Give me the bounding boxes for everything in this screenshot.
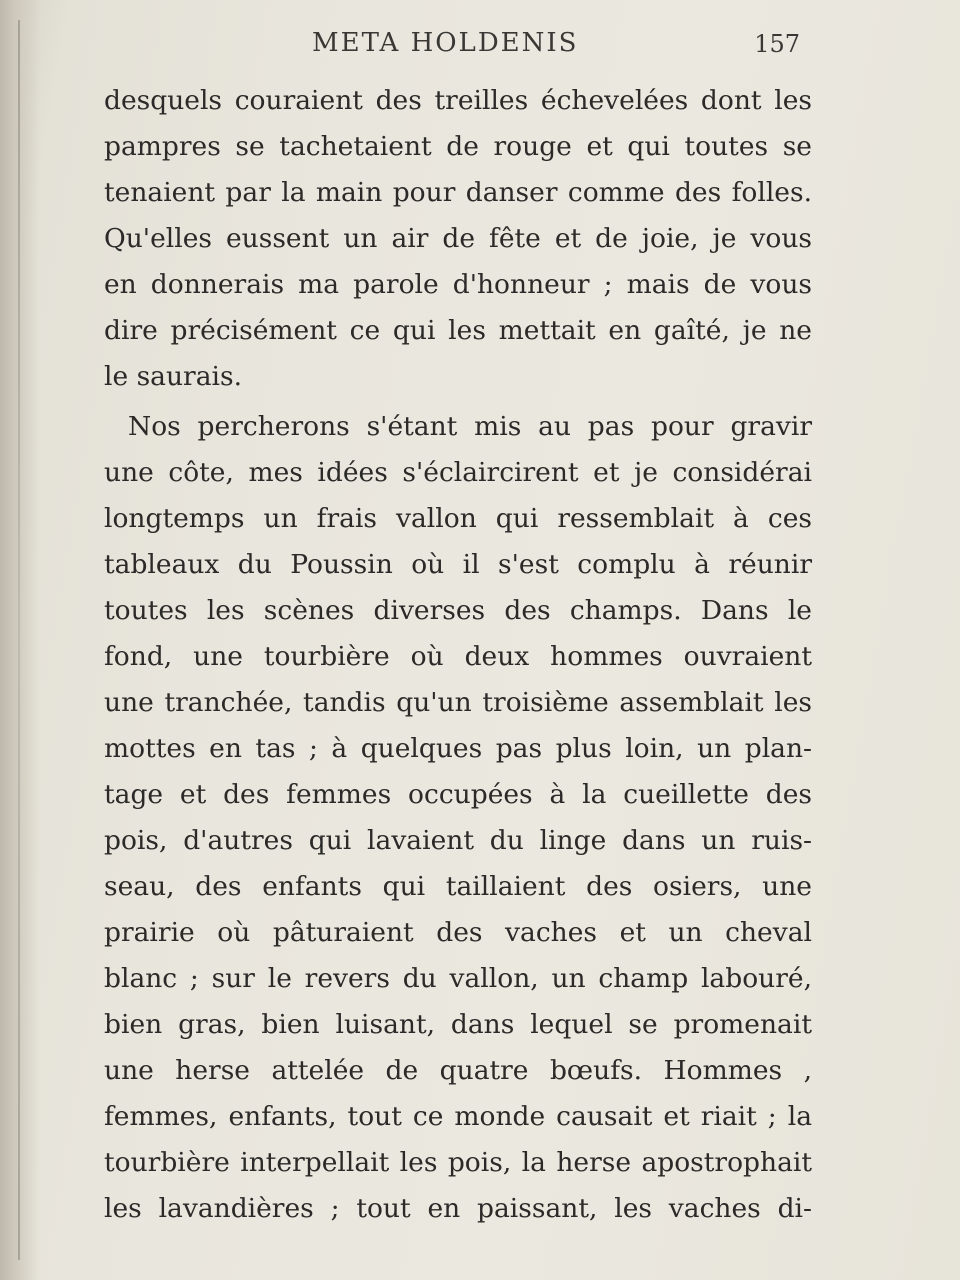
text-line: dire précisément ce qui les mettait en gaîté, je ne — [104, 315, 812, 346]
text-line: le saurais. — [104, 361, 243, 392]
text-line: une herse attelée de quatre bœufs. Hommes , — [104, 1055, 812, 1086]
text-line: les lavandières ; tout en paissant, les vaches di- — [104, 1193, 812, 1224]
text-line: longtemps un frais vallon qui ressemblait à ces — [104, 503, 812, 534]
text-line: tenaient par la main pour danser comme des folles. — [104, 177, 812, 208]
paragraph-1 — [104, 78, 812, 400]
text-line: mottes en tas ; à quelques pas plus loin, un plan- — [104, 733, 812, 764]
body-text — [104, 78, 812, 1232]
text-line: blanc ; sur le revers du vallon, un champ labouré, — [104, 963, 812, 994]
text-line: bien gras, bien luisant, dans lequel se promenait — [104, 1009, 812, 1040]
text-line: tourbière interpellait les pois, la herse apostrophait — [104, 1147, 812, 1178]
text-line: Qu'elles eussent un air de fête et de joie, je vous — [104, 223, 812, 254]
text-line: prairie où pâturaient des vaches et un cheval — [104, 917, 812, 948]
text-line: en donnerais ma parole d'honneur ; mais de vous — [104, 269, 812, 300]
text-line: seau, des enfants qui taillaient des osiers, une — [104, 871, 812, 902]
text-line: femmes, enfants, tout ce monde causait et riait ; la — [104, 1101, 812, 1132]
text-line: toutes les scènes diverses des champs. Dans le — [104, 595, 812, 626]
page-gutter-edge — [0, 0, 40, 1280]
text-line: tableaux du Poussin où il s'est complu à réunir — [104, 549, 812, 580]
text-line: pois, d'autres qui lavaient du linge dans un ruis- — [104, 825, 812, 856]
text-line: desquels couraient des treilles échevelées dont les — [104, 85, 812, 116]
text-line: pampres se tachetaient de rouge et qui toutes se — [104, 131, 812, 162]
text-line: une côte, mes idées s'éclaircirent et je considérai — [104, 457, 812, 488]
running-title: META HOLDENIS — [312, 28, 579, 58]
text-line: une tranchée, tandis qu'un troisième assemblait les — [104, 687, 812, 718]
paragraph-2 — [104, 404, 812, 1232]
text-line: tage et des femmes occupées à la cueillette des — [104, 779, 812, 810]
page-number: 157 — [754, 30, 800, 58]
text-line: fond, une tourbière où deux hommes ouvraient — [104, 641, 812, 672]
page-header — [100, 28, 800, 64]
binding-shadow — [18, 20, 20, 1260]
text-line: Nos percherons s'étant mis au pas pour gravir — [128, 411, 812, 442]
